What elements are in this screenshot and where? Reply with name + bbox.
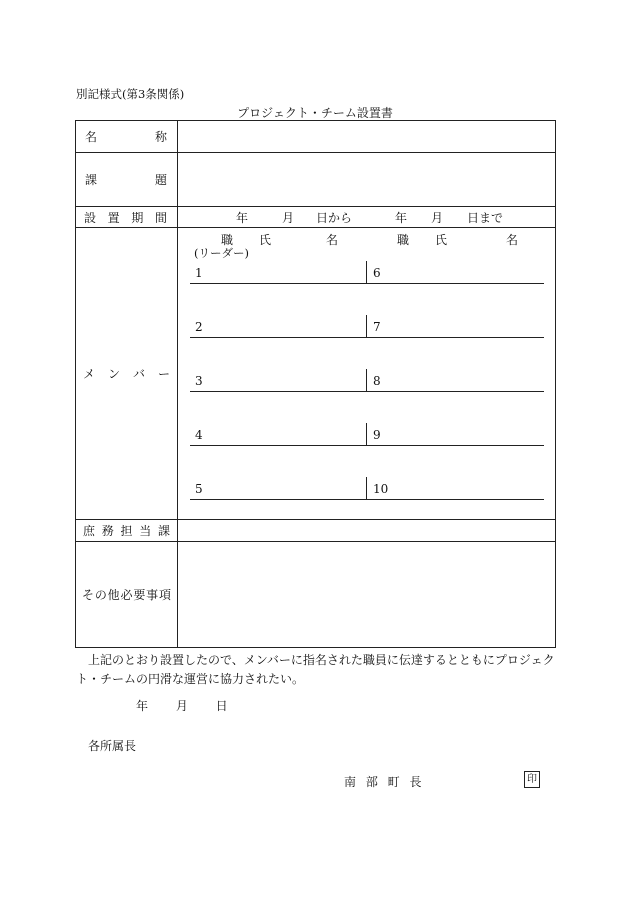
period-label-char: 置 [107,210,120,225]
general-affairs-row [76,520,556,542]
members-label-char: バ [132,367,145,381]
member-row-divider [366,423,367,445]
signer-char: 部 [365,775,378,789]
leader-note: (リーダー) [194,246,249,260]
addressee: 各所属長 [88,739,137,753]
general-affairs-label-cell [76,520,178,542]
members-field [178,228,556,520]
general-affairs-field[interactable] [178,520,556,542]
other-label-char: そ [82,588,95,602]
subject-label-cell [76,153,178,207]
date-year: 年 [136,699,149,713]
general-affairs-label-char: 庶 [83,524,96,538]
subject-field[interactable] [178,153,556,207]
period-end-month: 月 [430,210,443,225]
period-label-char: 間 [154,210,167,225]
member-row [190,315,544,338]
signer-title [344,773,422,790]
name-field[interactable] [178,121,556,153]
member-number: 3 [195,374,203,388]
document-title: プロジェクト・チーム設置書 [237,106,393,120]
general-affairs-label-char: 当 [139,524,152,538]
name-label-char: 称 [154,130,167,144]
form-reference: 別記様式(第3条関係) [76,87,185,101]
other-label-char: 事 [146,588,159,602]
name-label-cell [76,121,178,153]
other-label-char: 他 [107,588,120,602]
member-row-divider [366,369,367,391]
project-team-form-table [75,120,556,648]
signer-char: 長 [409,775,422,789]
period-label-char: 設 [84,210,97,225]
member-row [190,477,544,500]
member-row-divider [366,477,367,499]
period-label-cell [76,207,178,228]
general-affairs-label-char: 担 [120,524,133,538]
member-number: 1 [195,266,203,280]
member-row-divider [366,315,367,337]
other-field[interactable] [178,542,556,648]
period-end-year: 年 [394,210,407,225]
other-label-cell [76,542,178,648]
member-number: 9 [373,428,381,442]
name-label-char: 名 [85,130,98,144]
period-start-day: 日から [315,210,352,225]
other-label-char: 項 [158,588,171,602]
seal-mark: 印 [524,771,540,788]
period-start-month: 月 [281,210,294,225]
member-row-divider [366,261,367,283]
other-label-char: の [94,588,107,602]
subject-label-char: 題 [154,173,167,187]
other-label-char: 必 [120,588,133,602]
right-header-surname: 氏 [435,233,448,247]
subject-row [76,153,556,207]
members-label-char: ン [107,367,120,381]
general-affairs-label-char: 課 [157,524,170,538]
member-number: 10 [373,482,389,496]
date-month: 月 [175,699,188,713]
member-number: 2 [195,320,203,334]
general-affairs-label-char: 務 [101,524,114,538]
member-number: 5 [195,482,203,496]
name-row [76,121,556,153]
period-start-year: 年 [235,210,248,225]
instruction-note: 上記のとおり設置したので、メンバーに指名された職員に伝達するとともにプロジェクト・チームの円滑な運営に協力されたい。 [76,653,555,686]
period-field[interactable] [178,207,556,228]
left-header-surname: 氏 [259,233,272,247]
issue-date [136,697,228,714]
right-header-name: 名 [506,233,519,247]
subject-label-char: 課 [85,173,98,187]
member-number: 7 [373,320,381,334]
period-row [76,207,556,228]
period-label-char: 期 [131,210,144,225]
member-number: 6 [373,266,381,280]
left-header-position: 職 [221,233,234,247]
signer-char: 南 [344,775,357,789]
signer-char: 町 [387,775,400,789]
member-row [190,369,544,392]
members-row [76,228,556,520]
member-row [190,261,544,284]
member-row [190,423,544,446]
members-label-char: ー [157,367,170,381]
date-day: 日 [215,699,228,713]
members-label-cell [76,228,178,520]
right-header-position: 職 [397,233,410,247]
other-row [76,542,556,648]
member-number: 4 [195,428,203,442]
other-label-char: 要 [133,588,146,602]
left-header-name: 名 [326,233,339,247]
members-label-char: メ [83,367,96,381]
member-number: 8 [373,374,381,388]
period-end-day: 日まで [466,210,503,225]
